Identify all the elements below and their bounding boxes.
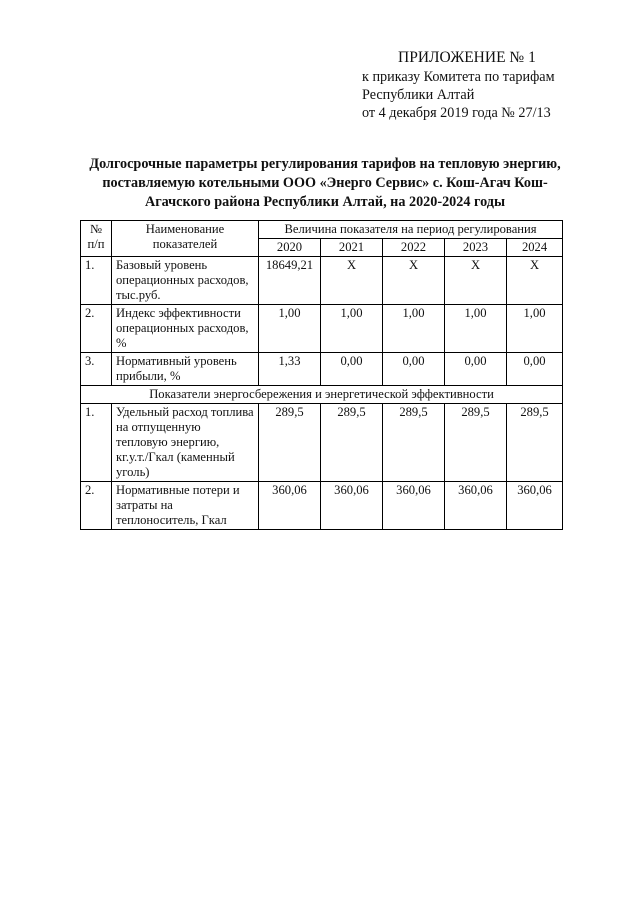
value-cell: 289,5 [383,404,445,482]
row-name: Индекс эффективности операционных расходов, % [112,305,259,353]
value-cell: 289,5 [259,404,321,482]
value-cell: X [383,257,445,305]
value-cell: 0,00 [383,353,445,386]
value-cell: 1,00 [259,305,321,353]
row-number: 3. [81,353,112,386]
value-cell: X [321,257,383,305]
table-row [81,482,563,530]
row-name: Базовый уровень операционных расходов, тыс.руб. [112,257,259,305]
row-name: Удельный расход топлива на отпущенную тепловую энергию, кг.у.т./Гкал (каменный уголь) [112,404,259,482]
section-row [81,386,563,404]
row-name: Нормативные потери и затраты на теплоноситель, Гкал [112,482,259,530]
value-cell: 360,06 [445,482,507,530]
value-cell: 1,00 [507,305,563,353]
value-cell: X [507,257,563,305]
value-cell: 289,5 [445,404,507,482]
value-cell: 1,00 [445,305,507,353]
table-row [81,404,563,482]
value-cell: X [445,257,507,305]
col-header-period: Величина показателя на период регулирования [259,221,563,239]
table-row [81,257,563,305]
value-cell: 1,00 [383,305,445,353]
value-cell: 0,00 [445,353,507,386]
section-header: Показатели энергосбережения и энергетической эффективности [81,386,563,404]
value-cell: 18649,21 [259,257,321,305]
value-cell: 1,33 [259,353,321,386]
value-cell: 360,06 [383,482,445,530]
year-header: 2024 [507,239,563,257]
year-header: 2022 [383,239,445,257]
value-cell: 1,00 [321,305,383,353]
value-cell: 360,06 [259,482,321,530]
row-number: 1. [81,404,112,482]
header-row-1 [81,221,563,239]
parameters-table [80,220,563,530]
row-name: Нормативный уровень прибыли, % [112,353,259,386]
appendix-heading: ПРИЛОЖЕНИЕ № 1 [398,49,536,66]
value-cell: 0,00 [507,353,563,386]
row-number: 2. [81,305,112,353]
document-title: Долгосрочные параметры регулирования тарифов на тепловую энергию, поставляемую котельными ООО «Энерго Сервис» с. Кош-Агач Кош-Агачского района Республики Алтай, на 2020-2024 годы [89,156,561,210]
year-header: 2021 [321,239,383,257]
appendix-line-3: от 4 декабря 2019 года № 27/13 [362,105,551,121]
col-header-num: № п/п [81,221,112,257]
col-header-name: Наименование показателей [112,221,259,257]
table-row [81,353,563,386]
value-cell: 289,5 [507,404,563,482]
year-header: 2023 [445,239,507,257]
appendix-line-2: Республики Алтай [362,87,475,103]
table-row [81,305,563,353]
appendix-header [362,48,632,122]
value-cell: 360,06 [507,482,563,530]
value-cell: 360,06 [321,482,383,530]
value-cell: 0,00 [321,353,383,386]
row-number: 1. [81,257,112,305]
year-header: 2020 [259,239,321,257]
appendix-line-1: к приказу Комитета по тарифам [362,69,555,85]
row-number: 2. [81,482,112,530]
value-cell: 289,5 [321,404,383,482]
